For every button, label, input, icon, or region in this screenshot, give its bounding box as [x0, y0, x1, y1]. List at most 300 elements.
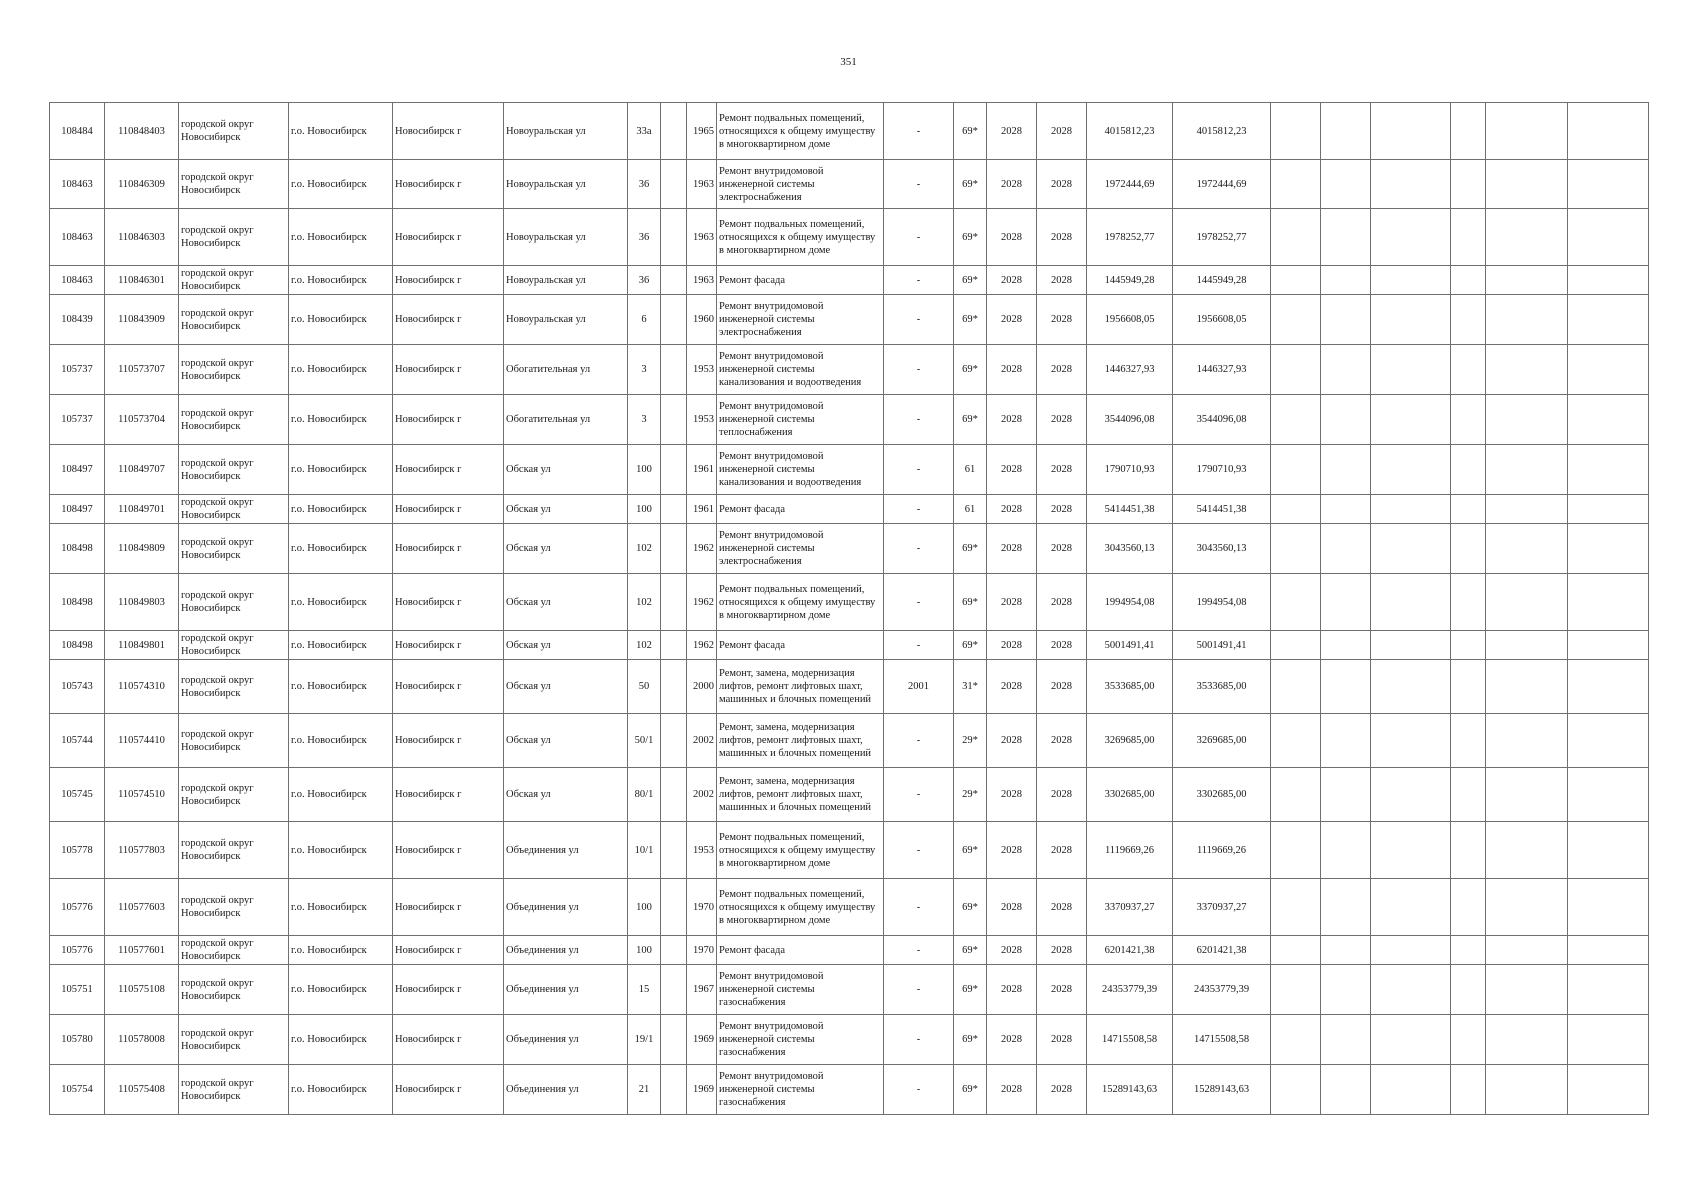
cell-last-year: -	[884, 266, 954, 295]
cell-municipality: городской округ Новосибирск	[179, 660, 289, 714]
cell-empty	[1271, 103, 1321, 160]
cell-plan-from: 2028	[987, 395, 1037, 445]
cell-empty	[1486, 965, 1568, 1015]
table-row	[50, 524, 1649, 574]
cell-reg-no: 108498	[50, 631, 105, 660]
cell-empty	[1486, 103, 1568, 160]
cell-empty	[1451, 345, 1486, 395]
cell-obj-no: 110848403	[105, 103, 179, 160]
cell-work: Ремонт подвальных помещений, относящихся к общему имуществу в многоквартирном доме	[717, 103, 884, 160]
cell-house: 36	[628, 160, 661, 209]
cell-okrug: г.о. Новосибирск	[289, 660, 393, 714]
cell-plan-from: 2028	[987, 768, 1037, 822]
cell-work: Ремонт внутридомовой инженерной системы газоснабжения	[717, 1015, 884, 1065]
cell-plan-to: 2028	[1037, 936, 1087, 965]
cell-settlement: Новосибирск г	[393, 445, 504, 495]
cell-cost-2: 3043560,13	[1173, 524, 1271, 574]
cell-plan-from: 2028	[987, 714, 1037, 768]
cell-last-year: -	[884, 768, 954, 822]
table-row	[50, 822, 1649, 879]
cell-cost-2: 3370937,27	[1173, 879, 1271, 936]
cell-work: Ремонт, замена, модернизация лифтов, ремонт лифтовых шахт, машинных и блочных помещений	[717, 768, 884, 822]
cell-empty	[1371, 395, 1451, 445]
cell-empty	[1451, 714, 1486, 768]
cell-work: Ремонт внутридомовой инженерной системы электроснабжения	[717, 295, 884, 345]
cell-okrug: г.о. Новосибирск	[289, 266, 393, 295]
cell-empty	[1321, 295, 1371, 345]
cell-settlement: Новосибирск г	[393, 395, 504, 445]
cell-house: 100	[628, 936, 661, 965]
cell-empty	[1321, 345, 1371, 395]
cell-plan-from: 2028	[987, 965, 1037, 1015]
cell-wear: 69*	[954, 295, 987, 345]
table-row	[50, 345, 1649, 395]
cell-plan-to: 2028	[1037, 768, 1087, 822]
cell-plan-to: 2028	[1037, 395, 1087, 445]
cell-house: 3	[628, 345, 661, 395]
cell-empty	[1271, 1065, 1321, 1115]
cell-last-year: -	[884, 965, 954, 1015]
page-number: 351	[840, 56, 857, 68]
cell-empty	[1568, 295, 1649, 345]
cell-empty	[1271, 1015, 1321, 1065]
cell-okrug: г.о. Новосибирск	[289, 768, 393, 822]
cell-reg-no: 105780	[50, 1015, 105, 1065]
cell-empty	[1271, 574, 1321, 631]
cell-obj-no: 110575108	[105, 965, 179, 1015]
cell-house: 15	[628, 965, 661, 1015]
cell-okrug: г.о. Новосибирск	[289, 495, 393, 524]
table-row	[50, 768, 1649, 822]
cell-empty	[1371, 524, 1451, 574]
cell-wear: 69*	[954, 1065, 987, 1115]
cell-empty	[1568, 209, 1649, 266]
cell-settlement: Новосибирск г	[393, 768, 504, 822]
cell-cost-total: 3533685,00	[1087, 660, 1173, 714]
cell-cost-total: 1445949,28	[1087, 266, 1173, 295]
cell-municipality: городской округ Новосибирск	[179, 768, 289, 822]
cell-reg-no: 105776	[50, 879, 105, 936]
cell-house: 50	[628, 660, 661, 714]
table-row	[50, 1065, 1649, 1115]
cell-cost-2: 1994954,08	[1173, 574, 1271, 631]
cell-municipality: городской округ Новосибирск	[179, 1065, 289, 1115]
cell-street: Новоуральская ул	[504, 266, 628, 295]
cell-municipality: городской округ Новосибирск	[179, 1015, 289, 1065]
cell-municipality: городской округ Новосибирск	[179, 295, 289, 345]
cell-empty	[1451, 1065, 1486, 1115]
cell-year: 1961	[687, 445, 717, 495]
cell-empty	[1451, 879, 1486, 936]
table-row	[50, 936, 1649, 965]
cell-empty	[1271, 495, 1321, 524]
cell-building	[661, 660, 687, 714]
cell-obj-no: 110849701	[105, 495, 179, 524]
cell-empty	[1486, 445, 1568, 495]
cell-street: Обская ул	[504, 660, 628, 714]
cell-empty	[1486, 295, 1568, 345]
cell-empty	[1568, 879, 1649, 936]
cell-municipality: городской округ Новосибирск	[179, 103, 289, 160]
cell-settlement: Новосибирск г	[393, 160, 504, 209]
table-row	[50, 209, 1649, 266]
cell-settlement: Новосибирск г	[393, 495, 504, 524]
cell-empty	[1568, 395, 1649, 445]
cell-empty	[1271, 160, 1321, 209]
cell-year: 2000	[687, 660, 717, 714]
cell-empty	[1321, 574, 1371, 631]
cell-work: Ремонт внутридомовой инженерной системы электроснабжения	[717, 160, 884, 209]
cell-settlement: Новосибирск г	[393, 574, 504, 631]
cell-settlement: Новосибирск г	[393, 822, 504, 879]
cell-municipality: городской округ Новосибирск	[179, 879, 289, 936]
table-row	[50, 631, 1649, 660]
cell-cost-total: 1994954,08	[1087, 574, 1173, 631]
cell-reg-no: 105745	[50, 768, 105, 822]
cell-okrug: г.о. Новосибирск	[289, 879, 393, 936]
cell-reg-no: 108497	[50, 495, 105, 524]
cell-last-year: -	[884, 879, 954, 936]
cell-empty	[1371, 1015, 1451, 1065]
cell-work: Ремонт внутридомовой инженерной системы канализования и водоотведения	[717, 345, 884, 395]
cell-house: 102	[628, 631, 661, 660]
cell-plan-from: 2028	[987, 266, 1037, 295]
cell-street: Объединения ул	[504, 879, 628, 936]
cell-year: 1962	[687, 524, 717, 574]
cell-empty	[1568, 103, 1649, 160]
cell-reg-no: 108497	[50, 445, 105, 495]
cell-empty	[1321, 524, 1371, 574]
cell-year: 1970	[687, 936, 717, 965]
cell-empty	[1568, 1015, 1649, 1065]
cell-settlement: Новосибирск г	[393, 209, 504, 266]
cell-empty	[1321, 631, 1371, 660]
cell-year: 1953	[687, 345, 717, 395]
cell-empty	[1371, 103, 1451, 160]
cell-settlement: Новосибирск г	[393, 631, 504, 660]
cell-empty	[1271, 345, 1321, 395]
cell-work: Ремонт подвальных помещений, относящихся к общему имуществу в многоквартирном доме	[717, 822, 884, 879]
cell-cost-total: 1956608,05	[1087, 295, 1173, 345]
cell-building	[661, 295, 687, 345]
cell-wear: 69*	[954, 1015, 987, 1065]
cell-house: 21	[628, 1065, 661, 1115]
cell-street: Объединения ул	[504, 965, 628, 1015]
cell-settlement: Новосибирск г	[393, 714, 504, 768]
cell-year: 1962	[687, 574, 717, 631]
cell-reg-no: 105737	[50, 345, 105, 395]
cell-reg-no: 105776	[50, 936, 105, 965]
cell-work: Ремонт фасада	[717, 631, 884, 660]
cell-municipality: городской округ Новосибирск	[179, 524, 289, 574]
cell-street: Обская ул	[504, 524, 628, 574]
cell-year: 1969	[687, 1015, 717, 1065]
cell-street: Новоуральская ул	[504, 295, 628, 345]
table-row	[50, 660, 1649, 714]
cell-empty	[1371, 295, 1451, 345]
cell-settlement: Новосибирск г	[393, 103, 504, 160]
cell-municipality: городской округ Новосибирск	[179, 395, 289, 445]
cell-wear: 69*	[954, 345, 987, 395]
cell-work: Ремонт, замена, модернизация лифтов, ремонт лифтовых шахт, машинных и блочных помещений	[717, 660, 884, 714]
cell-reg-no: 108463	[50, 266, 105, 295]
cell-empty	[1568, 495, 1649, 524]
cell-plan-from: 2028	[987, 879, 1037, 936]
cell-empty	[1568, 266, 1649, 295]
cell-year: 1962	[687, 631, 717, 660]
cell-settlement: Новосибирск г	[393, 879, 504, 936]
cell-empty	[1451, 266, 1486, 295]
cell-obj-no: 110846301	[105, 266, 179, 295]
cell-street: Объединения ул	[504, 1015, 628, 1065]
cell-cost-total: 1119669,26	[1087, 822, 1173, 879]
table-row	[50, 395, 1649, 445]
cell-empty	[1371, 714, 1451, 768]
cell-plan-from: 2028	[987, 209, 1037, 266]
cell-house: 100	[628, 445, 661, 495]
cell-plan-to: 2028	[1037, 660, 1087, 714]
cell-cost-2: 24353779,39	[1173, 965, 1271, 1015]
cell-empty	[1321, 445, 1371, 495]
cell-empty	[1371, 266, 1451, 295]
cell-empty	[1321, 936, 1371, 965]
cell-year: 1953	[687, 822, 717, 879]
cell-reg-no: 105737	[50, 395, 105, 445]
cell-okrug: г.о. Новосибирск	[289, 822, 393, 879]
cell-empty	[1486, 524, 1568, 574]
cell-municipality: городской округ Новосибирск	[179, 574, 289, 631]
cell-obj-no: 110574510	[105, 768, 179, 822]
cell-work: Ремонт фасада	[717, 936, 884, 965]
cell-work: Ремонт фасада	[717, 495, 884, 524]
cell-empty	[1486, 631, 1568, 660]
cell-building	[661, 1015, 687, 1065]
cell-year: 1963	[687, 160, 717, 209]
cell-empty	[1568, 822, 1649, 879]
cell-last-year: -	[884, 574, 954, 631]
cell-empty	[1371, 822, 1451, 879]
cell-okrug: г.о. Новосибирск	[289, 1065, 393, 1115]
cell-street: Новоуральская ул	[504, 209, 628, 266]
table-row	[50, 266, 1649, 295]
cell-empty	[1271, 714, 1321, 768]
cell-cost-total: 1978252,77	[1087, 209, 1173, 266]
cell-year: 1963	[687, 266, 717, 295]
cell-okrug: г.о. Новосибирск	[289, 103, 393, 160]
cell-empty	[1371, 160, 1451, 209]
cell-cost-total: 15289143,63	[1087, 1065, 1173, 1115]
cell-empty	[1271, 524, 1321, 574]
cell-empty	[1371, 345, 1451, 395]
cell-last-year: -	[884, 936, 954, 965]
cell-last-year: -	[884, 345, 954, 395]
cell-cost-total: 3370937,27	[1087, 879, 1173, 936]
cell-work: Ремонт внутридомовой инженерной системы газоснабжения	[717, 965, 884, 1015]
cell-cost-2: 3302685,00	[1173, 768, 1271, 822]
cell-building	[661, 768, 687, 822]
cell-okrug: г.о. Новосибирск	[289, 1015, 393, 1065]
cell-year: 1963	[687, 209, 717, 266]
cell-cost-total: 24353779,39	[1087, 965, 1173, 1015]
cell-empty	[1451, 660, 1486, 714]
cell-empty	[1321, 160, 1371, 209]
cell-cost-total: 6201421,38	[1087, 936, 1173, 965]
cell-municipality: городской округ Новосибирск	[179, 345, 289, 395]
cell-house: 100	[628, 879, 661, 936]
cell-empty	[1371, 445, 1451, 495]
cell-empty	[1321, 714, 1371, 768]
cell-house: 102	[628, 574, 661, 631]
cell-year: 1965	[687, 103, 717, 160]
cell-last-year: -	[884, 103, 954, 160]
cell-plan-to: 2028	[1037, 445, 1087, 495]
cell-last-year: 2001	[884, 660, 954, 714]
cell-empty	[1486, 822, 1568, 879]
cell-empty	[1486, 266, 1568, 295]
table-row	[50, 495, 1649, 524]
cell-plan-to: 2028	[1037, 345, 1087, 395]
cell-street: Обская ул	[504, 714, 628, 768]
cell-building	[661, 495, 687, 524]
cell-empty	[1371, 660, 1451, 714]
cell-plan-from: 2028	[987, 936, 1037, 965]
cell-okrug: г.о. Новосибирск	[289, 965, 393, 1015]
cell-street: Объединения ул	[504, 936, 628, 965]
cell-plan-from: 2028	[987, 345, 1037, 395]
cell-year: 2002	[687, 768, 717, 822]
cell-house: 102	[628, 524, 661, 574]
cell-municipality: городской округ Новосибирск	[179, 495, 289, 524]
cell-empty	[1451, 631, 1486, 660]
cell-year: 1970	[687, 879, 717, 936]
cell-cost-2: 15289143,63	[1173, 1065, 1271, 1115]
cell-empty	[1568, 631, 1649, 660]
cell-empty	[1271, 879, 1321, 936]
cell-building	[661, 822, 687, 879]
cell-plan-to: 2028	[1037, 524, 1087, 574]
cell-year: 1953	[687, 395, 717, 445]
cell-empty	[1451, 209, 1486, 266]
cell-plan-from: 2028	[987, 295, 1037, 345]
cell-house: 3	[628, 395, 661, 445]
cell-okrug: г.о. Новосибирск	[289, 445, 393, 495]
cell-plan-from: 2028	[987, 445, 1037, 495]
cell-cost-2: 1446327,93	[1173, 345, 1271, 395]
cell-municipality: городской округ Новосибирск	[179, 266, 289, 295]
cell-municipality: городской округ Новосибирск	[179, 714, 289, 768]
cell-plan-from: 2028	[987, 495, 1037, 524]
cell-obj-no: 110849801	[105, 631, 179, 660]
cell-empty	[1321, 1065, 1371, 1115]
cell-work: Ремонт внутридомовой инженерной системы канализования и водоотведения	[717, 445, 884, 495]
cell-empty	[1371, 768, 1451, 822]
cell-reg-no: 108484	[50, 103, 105, 160]
cell-reg-no: 108463	[50, 209, 105, 266]
cell-empty	[1486, 660, 1568, 714]
cell-obj-no: 110577603	[105, 879, 179, 936]
cell-okrug: г.о. Новосибирск	[289, 936, 393, 965]
cell-empty	[1486, 574, 1568, 631]
cell-obj-no: 110577803	[105, 822, 179, 879]
cell-empty	[1271, 445, 1321, 495]
cell-street: Объединения ул	[504, 822, 628, 879]
cell-empty	[1271, 660, 1321, 714]
cell-empty	[1451, 395, 1486, 445]
cell-empty	[1486, 879, 1568, 936]
cell-cost-2: 1972444,69	[1173, 160, 1271, 209]
table-row	[50, 103, 1649, 160]
cell-obj-no: 110849707	[105, 445, 179, 495]
cell-empty	[1371, 574, 1451, 631]
cell-cost-total: 1446327,93	[1087, 345, 1173, 395]
cell-empty	[1321, 768, 1371, 822]
cell-wear: 69*	[954, 822, 987, 879]
cell-obj-no: 110573707	[105, 345, 179, 395]
cell-settlement: Новосибирск г	[393, 1015, 504, 1065]
cell-cost-total: 14715508,58	[1087, 1015, 1173, 1065]
cell-wear: 69*	[954, 965, 987, 1015]
cell-reg-no: 108463	[50, 160, 105, 209]
cell-work: Ремонт внутридомовой инженерной системы электроснабжения	[717, 524, 884, 574]
cell-plan-to: 2028	[1037, 965, 1087, 1015]
table-row	[50, 574, 1649, 631]
cell-street: Обогатительная ул	[504, 395, 628, 445]
cell-last-year: -	[884, 209, 954, 266]
cell-cost-2: 1978252,77	[1173, 209, 1271, 266]
cell-street: Обская ул	[504, 495, 628, 524]
cell-empty	[1271, 768, 1321, 822]
cell-plan-to: 2028	[1037, 295, 1087, 345]
cell-plan-to: 2028	[1037, 1065, 1087, 1115]
cell-building	[661, 631, 687, 660]
cell-empty	[1568, 160, 1649, 209]
cell-empty	[1451, 936, 1486, 965]
cell-plan-from: 2028	[987, 160, 1037, 209]
table-row	[50, 879, 1649, 936]
cell-cost-2: 6201421,38	[1173, 936, 1271, 965]
table-row	[50, 445, 1649, 495]
cell-empty	[1371, 965, 1451, 1015]
cell-empty	[1321, 395, 1371, 445]
cell-wear: 29*	[954, 768, 987, 822]
cell-wear: 61	[954, 445, 987, 495]
cell-empty	[1371, 1065, 1451, 1115]
cell-settlement: Новосибирск г	[393, 295, 504, 345]
cell-building	[661, 266, 687, 295]
cell-empty	[1321, 660, 1371, 714]
cell-empty	[1568, 714, 1649, 768]
cell-empty	[1321, 103, 1371, 160]
cell-building	[661, 936, 687, 965]
cell-empty	[1568, 524, 1649, 574]
cell-empty	[1486, 495, 1568, 524]
cell-settlement: Новосибирск г	[393, 345, 504, 395]
cell-obj-no: 110577601	[105, 936, 179, 965]
cell-last-year: -	[884, 395, 954, 445]
cell-year: 1961	[687, 495, 717, 524]
cell-cost-2: 3544096,08	[1173, 395, 1271, 445]
cell-obj-no: 110575408	[105, 1065, 179, 1115]
cell-house: 36	[628, 266, 661, 295]
cell-reg-no: 105754	[50, 1065, 105, 1115]
cell-house: 80/1	[628, 768, 661, 822]
cell-plan-to: 2028	[1037, 209, 1087, 266]
cell-building	[661, 1065, 687, 1115]
cell-settlement: Новосибирск г	[393, 965, 504, 1015]
cell-obj-no: 110843909	[105, 295, 179, 345]
cell-plan-to: 2028	[1037, 631, 1087, 660]
cell-work: Ремонт внутридомовой инженерной системы газоснабжения	[717, 1065, 884, 1115]
